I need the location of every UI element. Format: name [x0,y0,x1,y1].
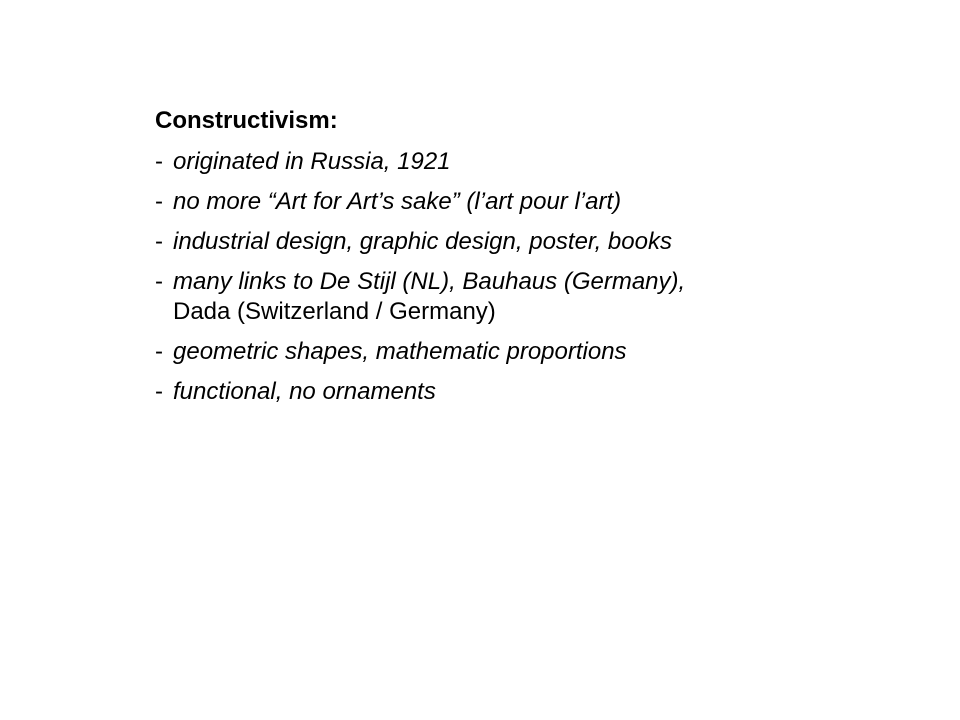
bullet-item-design-fields [155,228,915,256]
bullet-text: no more “Art for Art’s sake” (l’art pour l’art) [173,188,622,215]
bullet-marker: - [155,188,163,215]
bullet-text: many links to De Stijl (NL), Bauhaus (Germany), [173,268,686,295]
slide-content [155,104,915,418]
bullet-item-geometry [155,338,915,366]
bullet-marker: - [155,148,163,175]
slide-heading: Constructivism: [155,107,338,134]
bullet-list [155,148,915,406]
bullet-text: originated in Russia, 1921 [173,148,451,175]
bullet-text: geometric shapes, mathematic proportions [173,338,627,365]
bullet-item-links [155,268,915,326]
bullet-marker: - [155,378,163,405]
bullet-marker: - [155,228,163,255]
bullet-text: industrial design, graphic design, poster, books [173,228,672,255]
bullet-marker: - [155,338,163,365]
bullet-item-art-for-art [155,188,915,216]
bullet-text: functional, no ornaments [173,378,436,405]
bullet-item-origin [155,148,915,176]
bullet-item-functional [155,378,915,406]
bullet-marker: - [155,268,163,295]
bullet-continuation-text: Dada (Switzerland / Germany) [173,298,496,325]
